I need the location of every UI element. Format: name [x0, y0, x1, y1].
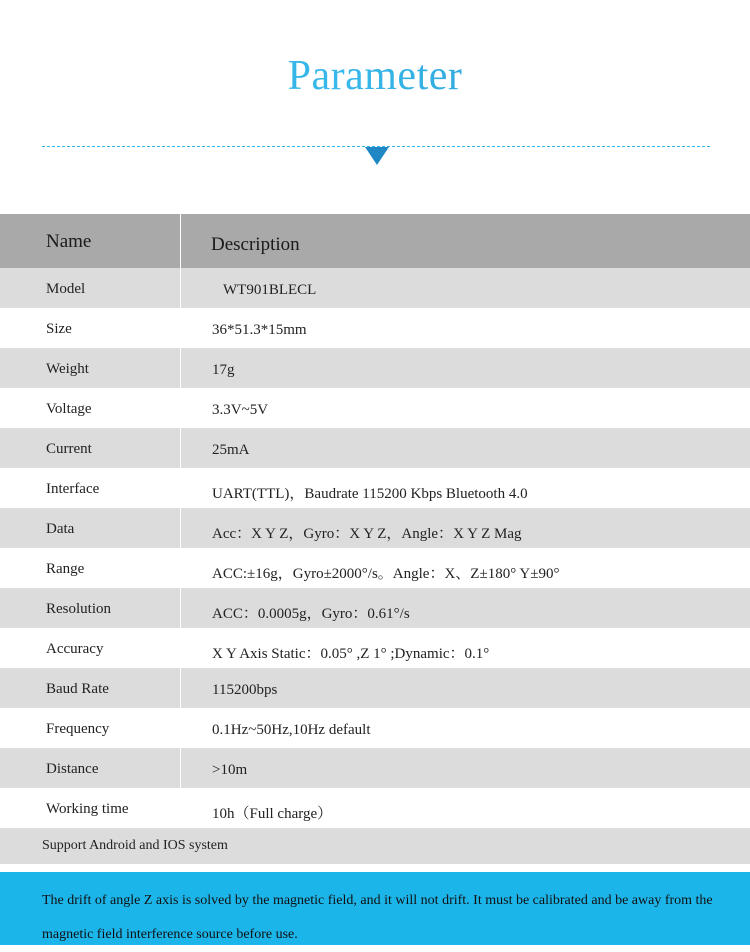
row-name: Current — [46, 441, 92, 457]
table-row — [0, 788, 750, 828]
row-value: 10h（Full charge） — [212, 806, 333, 822]
parameter-table — [0, 214, 750, 864]
row-value: 17g — [212, 362, 235, 378]
header-name: Name — [46, 231, 92, 252]
calibration-note — [0, 872, 750, 945]
page-title: Parameter — [0, 52, 750, 100]
row-name: Voltage — [46, 401, 92, 417]
column-divider — [180, 428, 181, 468]
table-row — [0, 348, 750, 388]
row-value: 36*51.3*15mm — [212, 322, 307, 338]
support-row — [0, 828, 750, 864]
column-divider — [180, 508, 181, 548]
row-name: Baud Rate — [46, 681, 109, 697]
row-name: Working time — [46, 801, 129, 817]
row-name: Resolution — [46, 601, 112, 617]
row-value: ACC:±16g，Gyro±2000°/s。Angle：X、Z±180° Y±90° — [212, 566, 560, 582]
row-name: Accuracy — [46, 641, 104, 657]
row-value: X Y Axis Static：0.05° ,Z 1° ;Dynamic：0.1° — [212, 646, 490, 662]
row-value: UART(TTL)，Baudrate 115200 Kbps Bluetooth 4.0 — [212, 486, 528, 502]
column-divider — [180, 588, 181, 628]
row-value: WT901BLECL — [223, 282, 317, 298]
header-description: Description — [211, 234, 300, 255]
row-name: Interface — [46, 481, 100, 497]
table-row — [0, 388, 750, 428]
row-value: 25mA — [212, 442, 250, 458]
row-value: 115200bps — [212, 682, 278, 698]
table-row — [0, 308, 750, 348]
column-divider — [180, 268, 181, 308]
table-row — [0, 548, 750, 588]
row-name: Model — [46, 281, 86, 297]
row-name: Distance — [46, 761, 99, 777]
row-name: Frequency — [46, 721, 110, 737]
table-row — [0, 468, 750, 508]
table-row — [0, 748, 750, 788]
row-value: 0.1Hz~50Hz,10Hz default — [212, 722, 371, 738]
row-value: >10m — [212, 762, 248, 778]
support-text: Support Android and IOS system — [42, 838, 228, 853]
column-divider — [180, 668, 181, 708]
row-name: Size — [46, 321, 72, 337]
table-row — [0, 588, 750, 628]
note-text: The drift of angle Z axis is solved by the magnetic field, and it will not drift. It must be calibrated and be away from the magnetic field interference source before use. — [42, 893, 713, 942]
table-row — [0, 268, 750, 308]
column-divider — [180, 214, 181, 268]
table-row — [0, 508, 750, 548]
table-row — [0, 628, 750, 668]
row-value: ACC：0.0005g，Gyro：0.61°/s — [212, 606, 410, 622]
table-header — [0, 214, 750, 268]
row-value: Acc：X Y Z，Gyro：X Y Z，Angle：X Y Z Mag — [212, 526, 522, 542]
table-row — [0, 708, 750, 748]
row-name: Data — [46, 521, 75, 537]
row-value: 3.3V~5V — [212, 402, 269, 418]
column-divider — [180, 748, 181, 788]
row-name: Range — [46, 561, 85, 577]
table-row — [0, 428, 750, 468]
down-triangle-icon — [365, 147, 389, 165]
column-divider — [180, 348, 181, 388]
row-name: Weight — [46, 361, 89, 377]
table-row — [0, 668, 750, 708]
